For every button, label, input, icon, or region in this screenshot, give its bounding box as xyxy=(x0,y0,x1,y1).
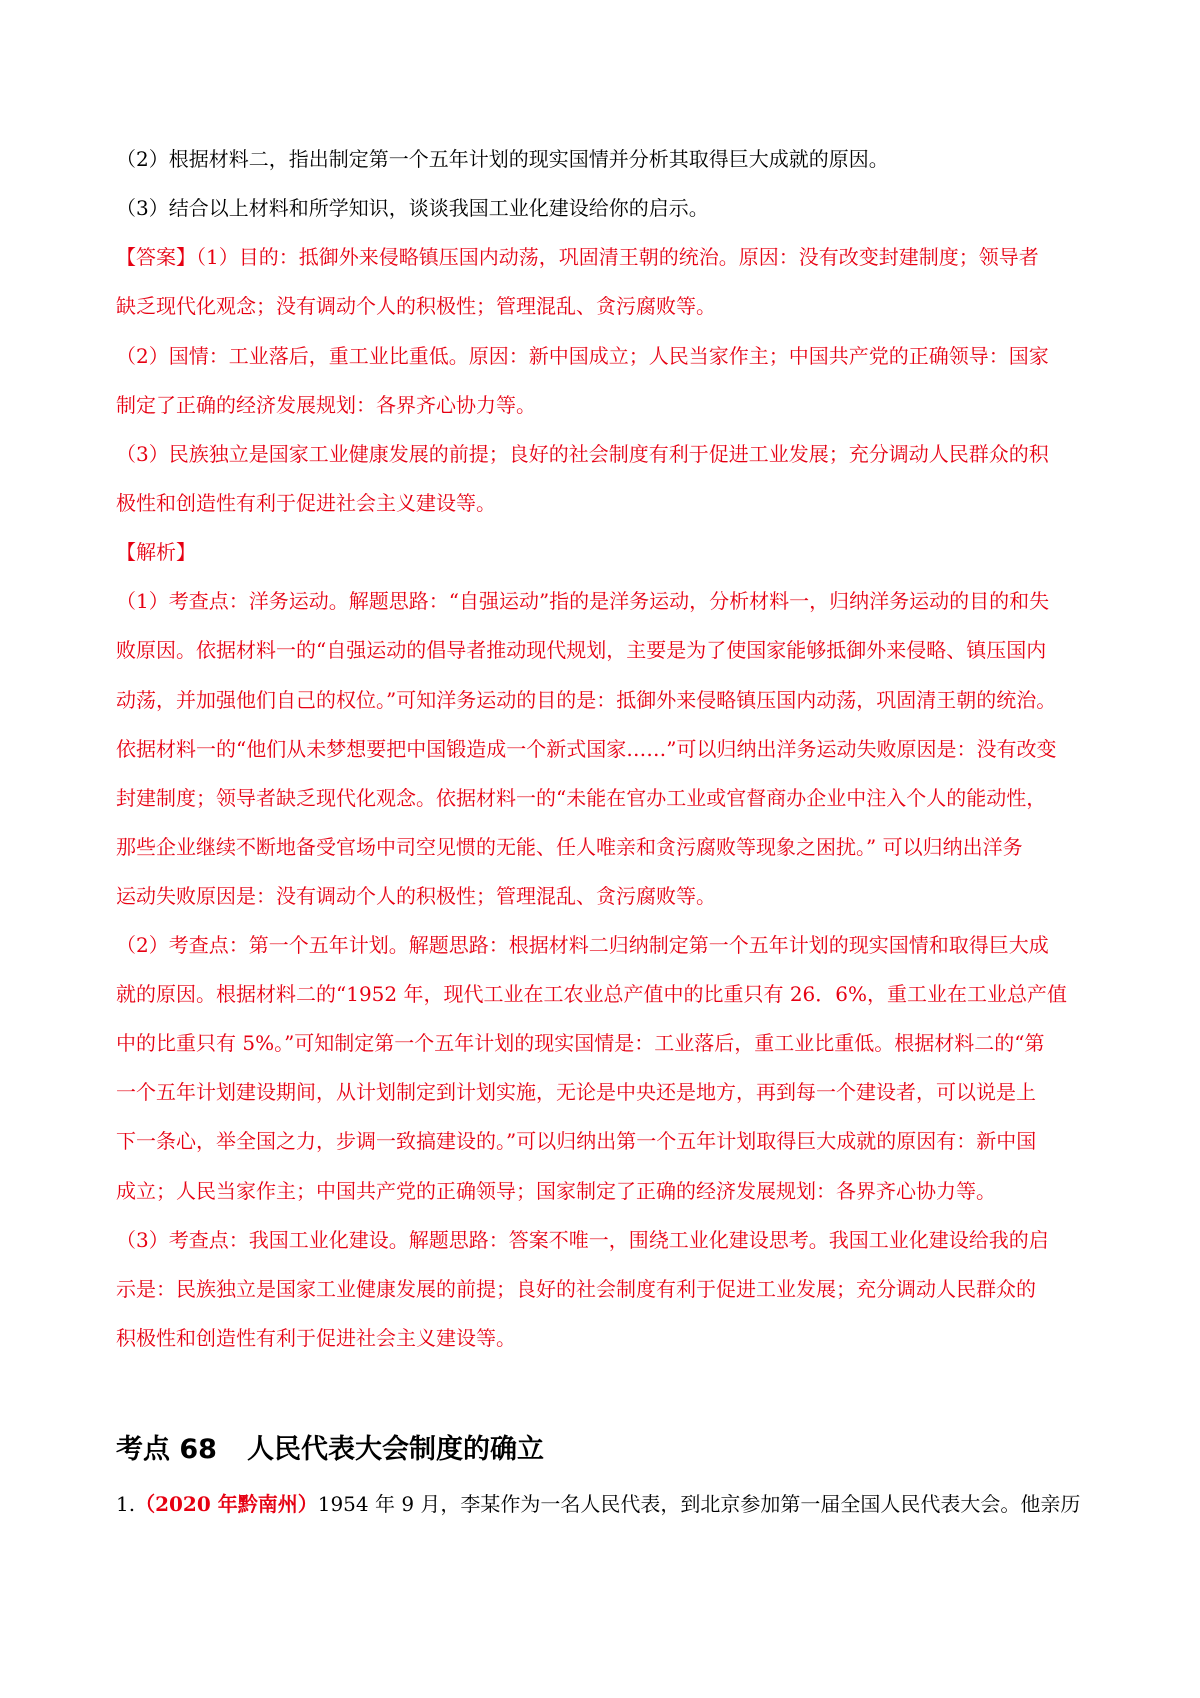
analysis-line: 成立；人民当家作主；中国共产党的正确领导；国家制定了正确的经济发展规划：各界齐心协力等。 xyxy=(116,1179,996,1203)
analysis-line: 那些企业继续不断地备受官场中司空见惯的无能、任人唯亲和贪污腐败等现象之困扰。” 可以归纳出洋务 xyxy=(116,835,1023,859)
analysis-label: 【解析】 xyxy=(116,540,196,564)
answer-line: （2）国情：工业落后，重工业比重低。原因：新中国成立；人民当家作主；中国共产党的正确领导：国家 xyxy=(116,344,1049,368)
analysis-line: 下一条心，举全国之力，步调一致搞建设的。”可以归纳出第一个五年计划取得巨大成就的原因有：新中国 xyxy=(116,1129,1037,1153)
question-item-1 xyxy=(116,1490,1106,1518)
answer-line: 缺乏现代化观念；没有调动个人的积极性；管理混乱、贪污腐败等。 xyxy=(116,294,716,318)
answer-line: （3）民族独立是国家工业健康发展的前提；良好的社会制度有利于促进工业发展；充分调动人民群众的积 xyxy=(116,442,1049,466)
analysis-line: 就的原因。根据材料二的“1952 年，现代工业在工农业总产值中的比重只有 26．6%，重工业在工业总产值 xyxy=(116,982,1068,1006)
item-text: 1954 年 9 月，李某作为一名人民代表，到北京参加第一届全国人民代表大会。他亲历 xyxy=(317,1492,1081,1516)
section-title: 人民代表大会制度的确立 xyxy=(246,1434,544,1465)
analysis-line: 败原因。依据材料一的“自强运动的倡导者推动现代规划，主要是为了使国家能够抵御外来侵略、镇压国内 xyxy=(116,638,1047,662)
analysis-line: 示是：民族独立是国家工业健康发展的前提；良好的社会制度有利于促进工业发展；充分调动人民群众的 xyxy=(116,1277,1036,1301)
section-number: 考点 68 xyxy=(116,1434,217,1465)
analysis-line: （2）考查点：第一个五年计划。解题思路：根据材料二归纳制定第一个五年计划的现实国情和取得巨大成 xyxy=(116,933,1049,957)
analysis-line: 中的比重只有 5%。”可知制定第一个五年计划的现实国情是：工业落后，重工业比重低。根据材料二的“第 xyxy=(116,1031,1045,1055)
analysis-line: 一个五年计划建设期间，从计划制定到计划实施，无论是中央还是地方，再到每一个建设者，可以说是上 xyxy=(116,1080,1036,1104)
item-source: （2020 年黔南州） xyxy=(135,1492,318,1516)
question-2: （2）根据材料二，指出制定第一个五年计划的现实国情并分析其取得巨大成就的原因。 xyxy=(116,147,889,171)
answer-line: 【答案】（1）目的：抵御外来侵略镇压国内动荡，巩固清王朝的统治。原因：没有改变封建制度；领导者 xyxy=(116,245,1039,269)
answer-line: 极性和创造性有利于促进社会主义建设等。 xyxy=(116,491,496,515)
item-number: 1. xyxy=(116,1492,136,1516)
analysis-line: 依据材料一的“他们从未梦想要把中国锻造成一个新式国家……”可以归纳出洋务运动失败原因是：没有改变 xyxy=(116,737,1057,761)
analysis-line: （1）考查点：洋务运动。解题思路：“自强运动”指的是洋务运动，分析材料一，归纳洋务运动的目的和失 xyxy=(116,589,1050,613)
analysis-line: （3）考查点：我国工业化建设。解题思路：答案不唯一，围绕工业化建设思考。我国工业化建设给我的启 xyxy=(116,1228,1049,1252)
analysis-line: 运动失败原因是：没有调动个人的积极性；管理混乱、贪污腐败等。 xyxy=(116,884,716,908)
section-heading xyxy=(116,1432,544,1468)
analysis-line: 积极性和创造性有利于促进社会主义建设等。 xyxy=(116,1326,516,1350)
answer-line: 制定了正确的经济发展规划：各界齐心协力等。 xyxy=(116,393,536,417)
question-3: （3）结合以上材料和所学知识，谈谈我国工业化建设给你的启示。 xyxy=(116,196,709,220)
analysis-line: 封建制度；领导者缺乏现代化观念。依据材料一的“未能在官办工业或官督商办企业中注入个人的能动性， xyxy=(116,786,1047,810)
analysis-line: 动荡，并加强他们自己的权位。”可知洋务运动的目的是：抵御外来侵略镇压国内动荡，巩固清王朝的统治。 xyxy=(116,688,1057,712)
